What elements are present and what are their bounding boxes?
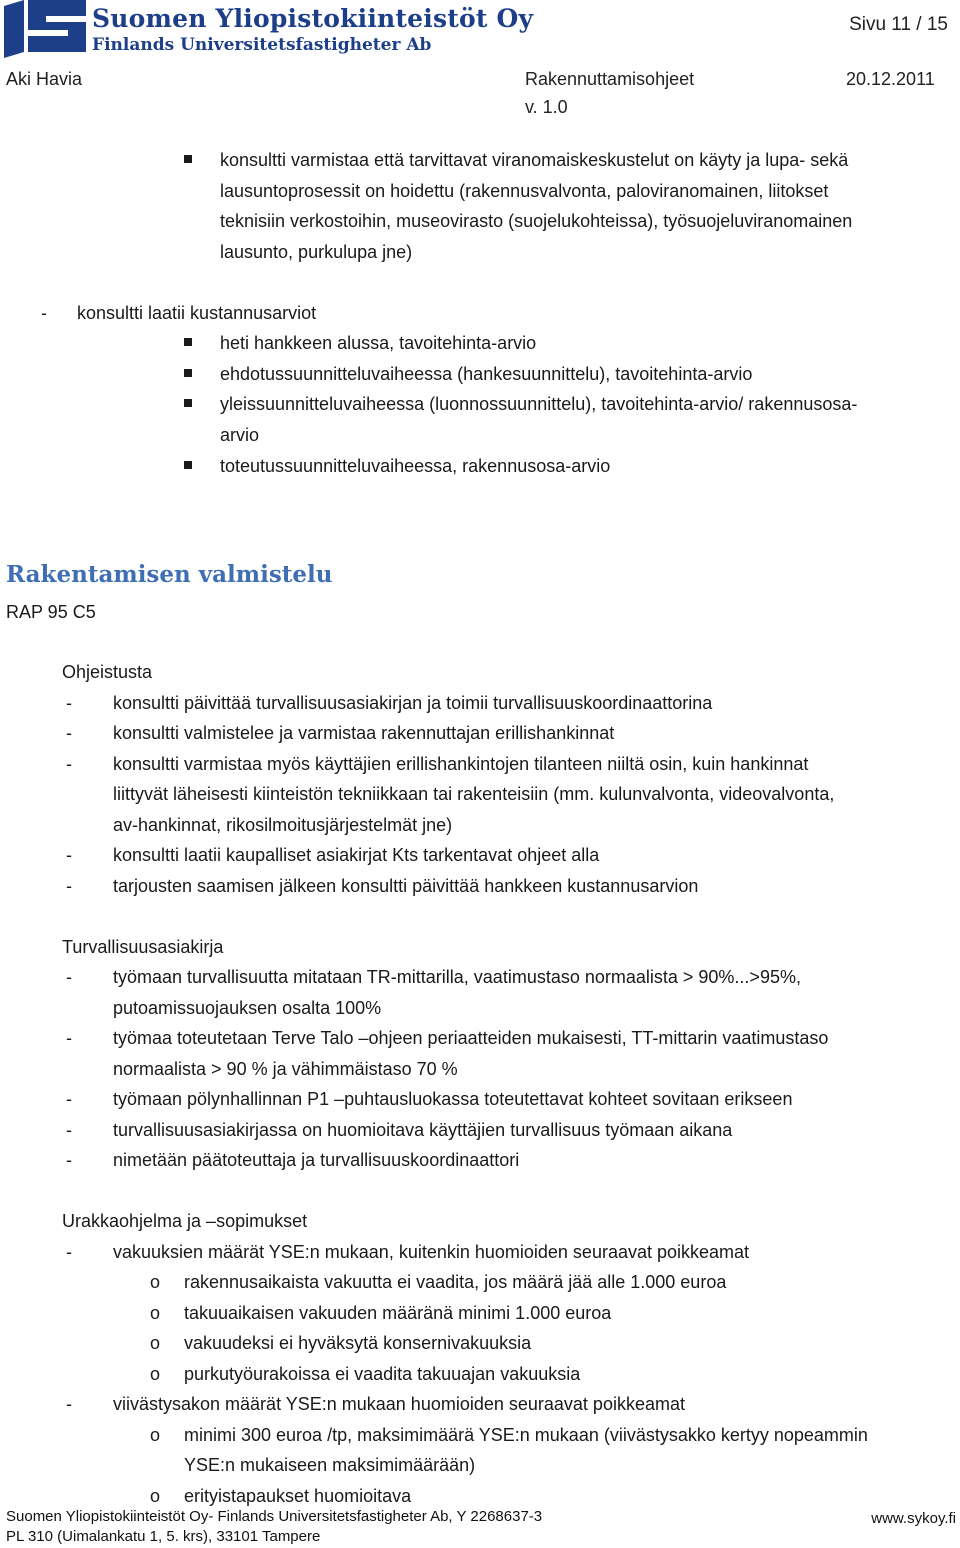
document-version: v. 1.0 xyxy=(525,97,568,117)
dash-icon: - xyxy=(66,1242,72,1262)
ohjeistusta-item: konsultti päivittää turvallisuusasiakirjan ja toimii turvallisuuskoordinaattorina xyxy=(113,693,713,713)
turvallisuus-item: työmaa toteutetaan Terve Talo –ohjeen periaatteiden mukaisesti, TT-mittarin vaatimustaso xyxy=(113,1028,829,1048)
circle-bullet-icon: o xyxy=(150,1333,161,1353)
intro-sub-item: ehdotussuunnitteluvaiheessa (hankesuunnittelu), tavoitehinta-arvio xyxy=(220,364,753,384)
urakka-sub-item: erityistapaukset huomioitava xyxy=(184,1486,412,1506)
intro-bullet-line: lausuntoprosessit on hoidettu (rakennusvalvonta, paloviranomainen, liitokset xyxy=(220,181,829,201)
urakka-sub-item: vakuudeksi ei hyväksytä konsernivakuuksia xyxy=(184,1333,532,1353)
dash-icon: - xyxy=(66,876,72,896)
urakka-sub-item: minimi 300 euroa /tp, maksimimäärä YSE:n mukaan (viivästysakko kertyy nopeammin xyxy=(184,1425,868,1445)
circle-bullet-icon: o xyxy=(150,1425,161,1445)
ohjeistusta-heading: Ohjeistusta xyxy=(62,662,153,682)
intro-sub-item: heti hankkeen alussa, tavoitehinta-arvio xyxy=(220,333,537,353)
urakka-sub-item: takuuaikaisen vakuuden määränä minimi 1.000 euroa xyxy=(184,1303,612,1323)
urakka-sub-item: YSE:n mukaiseen maksimimäärään) xyxy=(184,1455,476,1475)
dash-icon: - xyxy=(66,1089,72,1109)
turvallisuus-item: työmaan pölynhallinnan P1 –puhtausluokassa toteutettavat kohteet sovitaan erikseen xyxy=(113,1089,793,1109)
footer-company: Suomen Yliopistokiinteistöt Oy- Finlands Universitetsfastigheter Ab, Y 2268637-3 xyxy=(6,1508,543,1525)
dash-icon: - xyxy=(66,1150,72,1170)
intro-sub-item: arvio xyxy=(220,425,260,445)
square-bullet-icon xyxy=(184,461,192,469)
dash-icon: - xyxy=(66,723,72,743)
turvallisuus-heading: Turvallisuusasiakirja xyxy=(62,937,224,957)
square-bullet-icon xyxy=(184,155,192,163)
circle-bullet-icon: o xyxy=(150,1364,161,1384)
turvallisuus-item: putoamissuojauksen osalta 100% xyxy=(113,998,382,1018)
dash-icon: - xyxy=(41,303,47,323)
ohjeistusta-item: konsultti valmistelee ja varmistaa rakennuttajan erillishankinnat xyxy=(113,723,615,743)
intro-bullet-line: teknisiin verkostoihin, museovirasto (suojelukohteissa), työsuojeluviranomainen xyxy=(220,211,853,231)
intro-dash-item: konsultti laatii kustannusarviot xyxy=(77,303,317,323)
dash-icon: - xyxy=(66,1120,72,1140)
logo-line2: Finlands Universitetsfastigheter Ab xyxy=(92,35,432,55)
author: Aki Havia xyxy=(6,69,83,89)
intro-bullet-line: lausunto, purkulupa jne) xyxy=(220,242,413,262)
circle-bullet-icon: o xyxy=(150,1303,161,1323)
document-title: Rakennuttamisohjeet xyxy=(525,69,695,89)
square-bullet-icon xyxy=(184,369,192,377)
circle-bullet-icon: o xyxy=(150,1272,161,1292)
urakka-sub-item: purkutyöurakoissa ei vaadita takuuajan vakuuksia xyxy=(184,1364,581,1384)
document-date: 20.12.2011 xyxy=(846,69,935,89)
dash-icon: - xyxy=(66,754,72,774)
urakka-item: viivästysakon määrät YSE:n mukaan huomioiden seuraavat poikkeamat xyxy=(113,1394,685,1414)
urakka-item: vakuuksien määrät YSE:n mukaan, kuitenkin huomioiden seuraavat poikkeamat xyxy=(113,1242,750,1262)
section-title: Rakentamisen valmistelu xyxy=(6,561,333,588)
intro-sub-item: yleissuunnitteluvaiheessa (luonnossuunnittelu), tavoitehinta-arvio/ rakennusosa- xyxy=(220,394,858,414)
turvallisuus-item: normaalista > 90 % ja vähimmäistaso 70 % xyxy=(113,1059,458,1079)
ohjeistusta-item: liittyvät läheisesti kiinteistön tekniikkaan tai rakenteisiin (mm. kulunvalvonta, videovalvonta, xyxy=(113,784,835,804)
dash-icon: - xyxy=(66,967,72,987)
dash-icon: - xyxy=(66,1028,72,1048)
turvallisuus-item: työmaan turvallisuutta mitataan TR-mittarilla, vaatimustaso normaalista > 90%...>95%, xyxy=(113,967,801,987)
page-number: Sivu 11 / 15 xyxy=(849,14,948,35)
ohjeistusta-item: konsultti laatii kaupalliset asiakirjat Kts tarkentavat ohjeet alla xyxy=(113,845,600,865)
circle-bullet-icon: o xyxy=(150,1486,161,1506)
ohjeistusta-item: av-hankinnat, rikosilmoitusjärjestelmät jne) xyxy=(113,815,453,835)
intro-sub-item: toteutussuunnitteluvaiheessa, rakennusosa-arvio xyxy=(220,456,611,476)
square-bullet-icon xyxy=(184,399,192,407)
urakka-sub-item: rakennusaikaista vakuutta ei vaadita, jos määrä jää alle 1.000 euroa xyxy=(184,1272,727,1292)
turvallisuus-item: nimetään päätoteuttaja ja turvallisuuskoordinaattori xyxy=(113,1150,520,1170)
dash-icon: - xyxy=(66,693,72,713)
footer-website: www.sykoy.fi xyxy=(871,1510,956,1527)
logo-line1: Suomen Yliopistokiinteistöt Oy xyxy=(92,4,534,33)
ohjeistusta-item: konsultti varmistaa myös käyttäjien erillishankintojen tilanteen niiltä osin, kuin hankinnat xyxy=(113,754,809,774)
square-bullet-icon xyxy=(184,338,192,346)
section-code: RAP 95 C5 xyxy=(6,602,96,622)
footer-address: PL 310 (Uimalankatu 1, 5. krs), 33101 Tampere xyxy=(6,1528,321,1545)
intro-bullet-line: konsultti varmistaa että tarvittavat viranomaiskeskustelut on käyty ja lupa- sekä xyxy=(220,150,849,170)
dash-icon: - xyxy=(66,1394,72,1414)
urakka-heading: Urakkaohjelma ja –sopimukset xyxy=(62,1211,308,1231)
turvallisuus-item: turvallisuusasiakirjassa on huomioitava käyttäjien turvallisuus työmaan aikana xyxy=(113,1120,733,1140)
dash-icon: - xyxy=(66,845,72,865)
ohjeistusta-item: tarjousten saamisen jälkeen konsultti päivittää hankkeen kustannusarvion xyxy=(113,876,699,896)
